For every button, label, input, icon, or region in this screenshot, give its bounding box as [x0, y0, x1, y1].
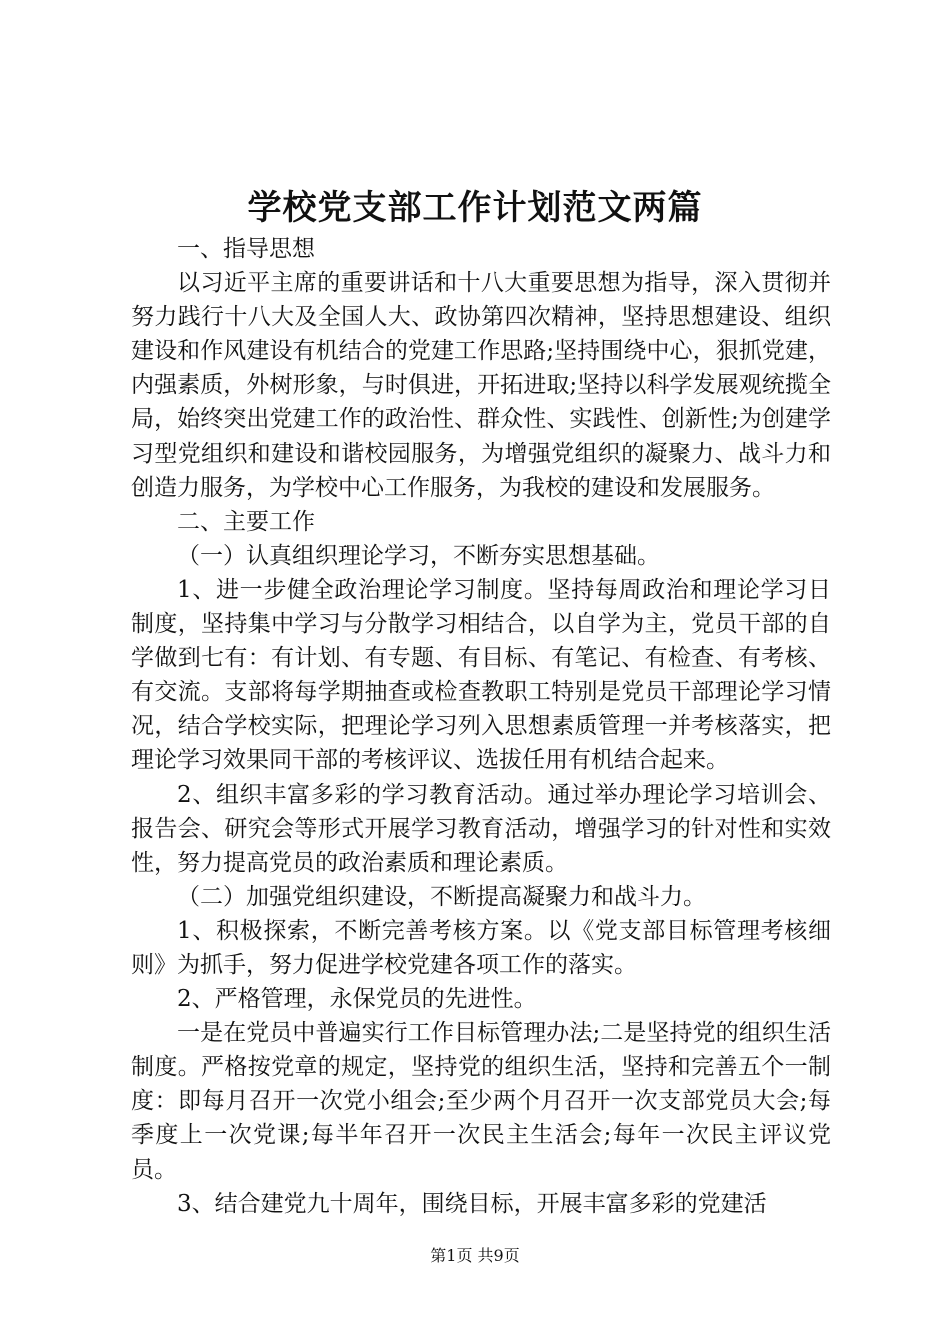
- paragraph-study-activities: 2、组织丰富多彩的学习教育活动。通过举办理论学习培训会、报告会、研究会等形式开展学习教育活动，增强学习的针对性和实效性，努力提高党员的政治素质和理论素质。: [131, 781, 831, 876]
- paragraph-anniversary-activities: 3、结合建党九十周年，围绕目标，开展丰富多彩的党建活: [177, 1190, 767, 1217]
- section-heading-main-work: 二、主要工作: [177, 508, 315, 535]
- paragraph-organization-life: 一是在党员中普遍实行工作目标管理办法;二是坚持党的组织生活制度。严格按党章的规定，坚持党的组织生活，坚持和完善五个一制度：即每月召开一次党小组会;至少两个月召开一次支部党员大会;每季度上一次党课;每半年召开一次民主生活会;每年一次民主评议党员。: [131, 1020, 831, 1183]
- page-number-footer: 第1页 共9页: [430, 1246, 520, 1265]
- document-title: 学校党支部工作计划范文两篇: [247, 188, 703, 228]
- paragraph-strict-management: 2、严格管理，永保党员的先进性。: [177, 986, 537, 1013]
- document-body: [131, 232, 831, 1221]
- paragraph-guiding-thought: 以习近平主席的重要讲话和十八大重要思想为指导，深入贯彻并努力践行十八大及全国人大、政协第四次精神，坚持思想建设、组织建设和作风建设有机结合的党建工作思路;坚持围绕中心，狠抓党建，内强素质，外树形象，与时俱进，开拓进取;坚持以科学发展观统揽全局，始终突出党建工作的政治性、群众性、实践性、创新性;为创建学习型党组织和建设和谐校园服务，为增强党组织的凝聚力、战斗力和创造力服务，为学校中心工作服务，为我校的建设和发展服务。: [131, 270, 831, 501]
- paragraph-assessment-plan: 1、积极探索，不断完善考核方案。以《党支部目标管理考核细则》为抓手，努力促进学校党建各项工作的落实。: [131, 917, 831, 978]
- subsection-heading-party-building: （二）加强党组织建设，不断提高凝聚力和战斗力。: [177, 883, 706, 910]
- paragraph-study-system: 1、进一步健全政治理论学习制度。坚持每周政治和理论学习日制度，坚持集中学习与分散学习相结合，以自学为主，党员干部的自学做到七有：有计划、有专题、有目标、有笔记、有检查、有考核、有交流。支部将每学期抽查或检查教职工特别是党员干部理论学习情况，结合学校实际，把理论学习列入思想素质管理一并考核落实，把理论学习效果同干部的考核评议、选拔任用有机结合起来。: [131, 576, 831, 774]
- subsection-heading-theory-study: （一）认真组织理论学习，不断夯实思想基础。: [177, 542, 660, 569]
- section-heading-guiding-thought: 一、指导思想: [177, 236, 315, 262]
